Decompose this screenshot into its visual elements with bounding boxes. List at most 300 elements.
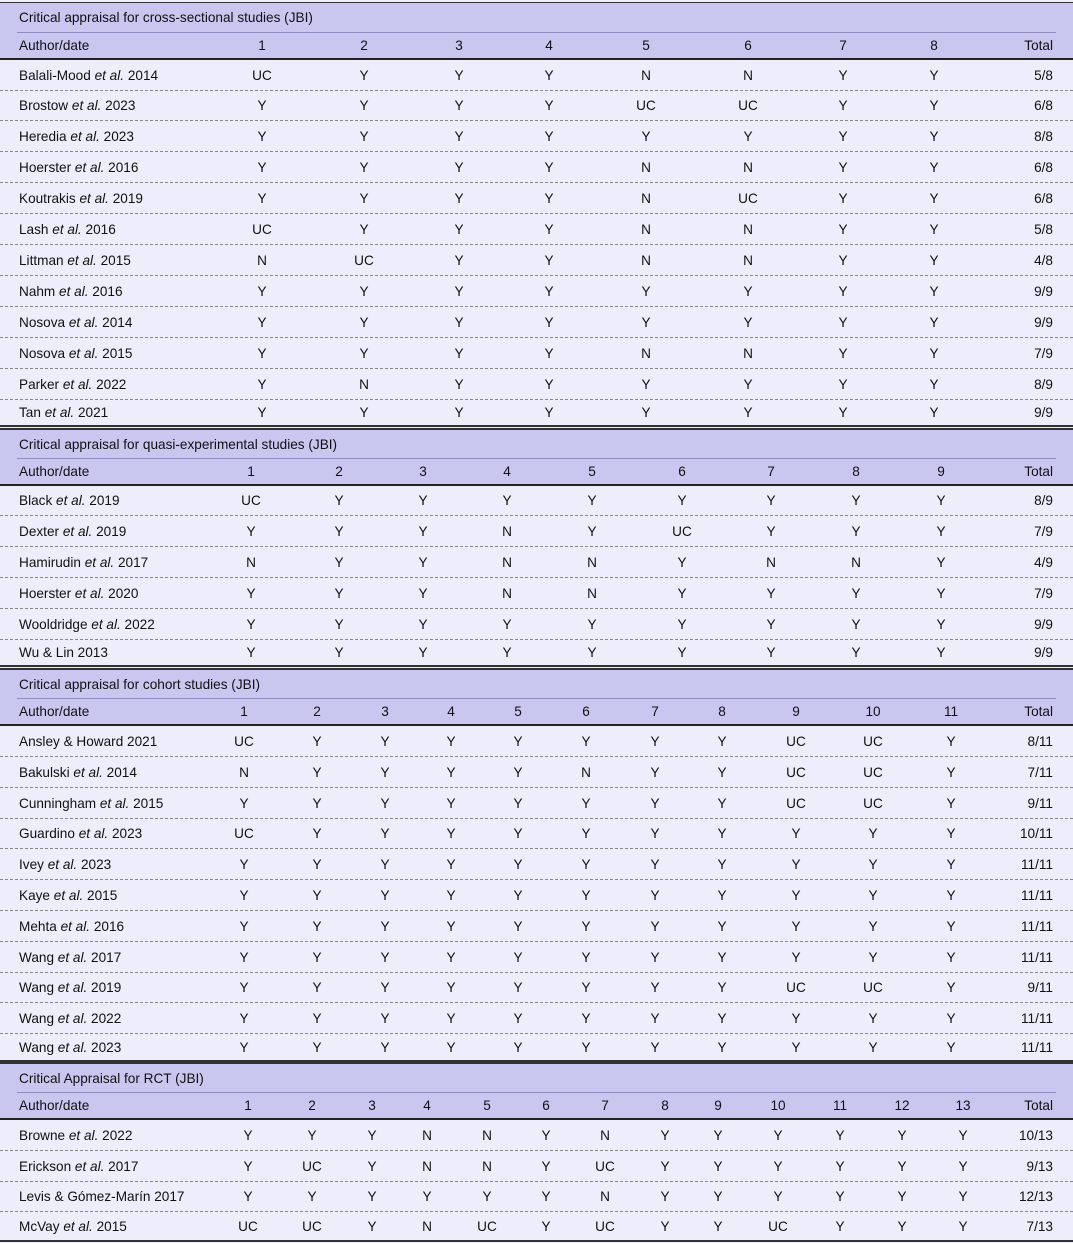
rating-cell: Y	[359, 98, 369, 113]
author-name: Heredia	[19, 128, 71, 144]
rating-cell: UC	[595, 1218, 615, 1234]
et-al: et al.	[68, 345, 99, 361]
appraisal-section	[0, 1062, 1073, 1242]
rating-cell: Y	[936, 645, 946, 660]
rating-cell: Y	[502, 645, 512, 660]
et-al: et al.	[60, 918, 91, 934]
rating-cell: Y	[650, 980, 660, 995]
rating-cell: Y	[312, 764, 322, 780]
author-name: Browne	[19, 1127, 69, 1143]
total-cell: 6/8	[1034, 159, 1053, 175]
rating-cell: Y	[513, 733, 523, 749]
rating-cell: N	[239, 764, 249, 780]
rating-cell: Y	[454, 221, 464, 237]
rating-cell: Y	[367, 1127, 377, 1143]
author-cell	[19, 788, 163, 818]
author-cell	[19, 849, 111, 879]
rating-cell: N	[641, 221, 651, 237]
table-row	[0, 640, 1073, 667]
rating-cell: Y	[544, 190, 554, 206]
rating-cell: Y	[868, 887, 878, 903]
header-criterion: 2	[335, 463, 343, 479]
rating-cell: Y	[380, 764, 390, 780]
rating-cell: Y	[946, 918, 956, 934]
rating-cell: Y	[650, 856, 660, 872]
total-cell: 6/8	[1034, 190, 1053, 206]
rating-cell: Y	[446, 887, 456, 903]
table-row	[0, 1182, 1073, 1212]
rating-cell: Y	[544, 345, 554, 361]
author-name: Koutrakis	[19, 190, 80, 206]
rating-cell: Y	[660, 1127, 670, 1143]
rating-cell: Y	[541, 1218, 551, 1234]
et-al: et al.	[47, 856, 78, 872]
rating-cell: Y	[743, 314, 753, 330]
author-cell	[19, 942, 121, 972]
rating-cell: Y	[743, 283, 753, 299]
header-criterion: 11	[943, 703, 959, 719]
rating-cell: UC	[302, 1158, 322, 1174]
rating-cell: Y	[334, 645, 344, 660]
et-al: et al.	[71, 98, 102, 113]
total-cell: 6/8	[1034, 98, 1053, 113]
rating-cell: Y	[897, 1127, 907, 1143]
author-cell	[19, 609, 155, 639]
rating-cell: Y	[717, 918, 727, 934]
rating-cell: Y	[641, 283, 651, 299]
rating-cell: Y	[897, 1218, 907, 1234]
author-name: Cunningham	[19, 795, 100, 811]
rating-cell: Y	[838, 314, 848, 330]
year: 2014	[124, 67, 159, 83]
et-al: et al.	[70, 128, 100, 144]
rating-cell: Y	[257, 405, 267, 420]
rating-cell: Y	[791, 826, 801, 841]
total-cell: 11/11	[1021, 887, 1053, 903]
rating-cell: Y	[936, 616, 946, 632]
rating-cell: Y	[929, 67, 939, 83]
header-criterion: 6	[542, 1097, 550, 1113]
rating-cell: Y	[929, 405, 939, 420]
rating-cell: Y	[544, 221, 554, 237]
year: 2022	[87, 1010, 122, 1026]
rating-cell: UC	[672, 523, 692, 539]
rating-cell: N	[641, 252, 651, 268]
total-cell: 8/9	[1034, 376, 1053, 392]
year: 2023	[108, 826, 143, 841]
rating-cell: Y	[838, 98, 848, 113]
rating-cell: Y	[418, 585, 428, 601]
rating-cell: Y	[958, 1127, 968, 1143]
rating-cell: Y	[835, 1158, 845, 1174]
rating-cell: Y	[544, 252, 554, 268]
rating-cell: Y	[334, 616, 344, 632]
year: 2022	[120, 616, 155, 632]
total-cell: 7/9	[1034, 585, 1053, 601]
rating-cell: Y	[868, 1010, 878, 1026]
rating-cell: Y	[312, 733, 322, 749]
author-name: Hamirudin	[19, 554, 85, 570]
rating-cell: Y	[838, 190, 848, 206]
year: 2023	[101, 98, 136, 113]
rating-cell: Y	[380, 1039, 390, 1055]
header-criterion: 7	[839, 37, 847, 53]
table-row	[0, 547, 1073, 578]
rating-cell: Y	[380, 795, 390, 811]
year: 2016	[81, 221, 116, 237]
header-criterion: 8	[718, 703, 726, 719]
table-row	[0, 307, 1073, 338]
table-row	[0, 400, 1073, 427]
rating-cell: Y	[544, 159, 554, 175]
rating-cell: Y	[835, 1189, 845, 1204]
rating-cell: Y	[717, 826, 727, 841]
rating-cell: Y	[677, 554, 687, 570]
rating-cell: UC	[302, 1218, 322, 1234]
rating-cell: Y	[929, 376, 939, 392]
rating-cell: Y	[513, 1039, 523, 1055]
rating-cell: UC	[241, 493, 261, 508]
rating-cell: UC	[738, 190, 758, 206]
rating-cell: N	[587, 554, 597, 570]
rating-cell: Y	[946, 1010, 956, 1026]
rating-cell: Y	[929, 345, 939, 361]
author-cell	[19, 1003, 121, 1033]
rating-cell: Y	[581, 1010, 591, 1026]
et-al: et al.	[52, 221, 82, 237]
table-row	[0, 880, 1073, 911]
header-total: Total	[1024, 463, 1053, 479]
rating-cell: UC	[477, 1218, 497, 1234]
rating-cell: Y	[312, 918, 322, 934]
rating-cell: N	[743, 159, 753, 175]
header-total: Total	[1024, 703, 1053, 719]
year: 2016	[88, 283, 123, 299]
header-criterion: 1	[244, 1097, 252, 1113]
rating-cell: Y	[838, 405, 848, 420]
author-cell	[19, 726, 157, 756]
rating-cell: Y	[418, 645, 428, 660]
rating-cell: Y	[717, 764, 727, 780]
header-criterion: 9	[937, 463, 945, 479]
rating-cell: Y	[650, 918, 660, 934]
year: 2023	[77, 856, 112, 872]
header-author: Author/date	[19, 703, 90, 719]
header-criterion: 8	[661, 1097, 669, 1113]
header-criterion: 7	[651, 703, 659, 719]
rating-cell: Y	[454, 128, 464, 144]
rating-cell: N	[743, 252, 753, 268]
rating-cell: Y	[239, 1010, 249, 1026]
rating-cell: Y	[851, 616, 861, 632]
author-name: Levis & Gómez-Marín 2017	[19, 1189, 185, 1204]
author-cell	[19, 307, 132, 337]
rating-cell: UC	[768, 1218, 788, 1234]
total-cell: 7/13	[1026, 1218, 1053, 1234]
rating-cell: Y	[650, 764, 660, 780]
header-criterion: 13	[955, 1097, 971, 1113]
total-cell: 5/8	[1034, 221, 1053, 237]
table-row	[0, 788, 1073, 819]
author-name: Brostow	[19, 98, 72, 113]
rating-cell: Y	[380, 733, 390, 749]
rating-cell: Y	[239, 795, 249, 811]
rating-cell: Y	[359, 190, 369, 206]
year: 2023	[99, 128, 134, 144]
rating-cell: UC	[354, 252, 374, 268]
rating-cell: Y	[513, 887, 523, 903]
rating-cell: UC	[636, 98, 656, 113]
header-criterion: 2	[360, 37, 368, 53]
et-al: et al.	[74, 585, 105, 601]
table-row	[0, 1003, 1073, 1034]
total-cell: 12/13	[1018, 1189, 1053, 1204]
year: 2019	[92, 523, 127, 539]
year: 2015	[83, 887, 118, 903]
rating-cell: Y	[446, 764, 456, 780]
rating-cell: Y	[243, 1158, 253, 1174]
rating-cell: Y	[581, 856, 591, 872]
rating-cell: UC	[234, 733, 254, 749]
rating-cell: Y	[334, 585, 344, 601]
rating-cell: N	[641, 190, 651, 206]
rating-cell: Y	[713, 1218, 723, 1234]
rating-cell: N	[482, 1158, 492, 1174]
rating-cell: Y	[587, 616, 597, 632]
section-title: Critical appraisal for cross-sectional studies (JBI)	[0, 2, 1073, 32]
rating-cell: Y	[454, 376, 464, 392]
rating-cell: N	[587, 585, 597, 601]
rating-cell: Y	[650, 733, 660, 749]
rating-cell: Y	[581, 733, 591, 749]
rating-cell: Y	[307, 1189, 317, 1204]
total-cell: 7/9	[1034, 345, 1053, 361]
rating-cell: Y	[946, 1039, 956, 1055]
table-row	[0, 849, 1073, 880]
author-cell	[19, 338, 132, 368]
rating-cell: UC	[252, 67, 272, 83]
total-cell: 11/11	[1021, 918, 1053, 934]
rating-cell: Y	[835, 1218, 845, 1234]
rating-cell: Y	[359, 221, 369, 237]
year: 2014	[102, 764, 137, 780]
rating-cell: Y	[454, 98, 464, 113]
author-cell	[19, 1034, 121, 1060]
rating-cell: Y	[513, 949, 523, 965]
author-name: Mehta	[19, 918, 61, 934]
rating-cell: Y	[239, 856, 249, 872]
rating-cell: Y	[838, 159, 848, 175]
header-criterion: 8	[930, 37, 938, 53]
et-al: et al.	[78, 826, 109, 841]
rating-cell: UC	[863, 764, 883, 780]
author-cell	[19, 1182, 184, 1211]
header-row	[0, 458, 1073, 486]
year: 2023	[87, 1039, 122, 1055]
rating-cell: Y	[380, 887, 390, 903]
rating-cell: Y	[246, 523, 256, 539]
rating-cell: Y	[838, 67, 848, 83]
rating-cell: Y	[946, 733, 956, 749]
author-cell	[19, 516, 126, 546]
header-criterion: 7	[767, 463, 775, 479]
year: 2020	[104, 585, 139, 601]
rating-cell: Y	[743, 405, 753, 420]
rating-cell: Y	[946, 856, 956, 872]
rating-cell: Y	[766, 493, 776, 508]
rating-cell: UC	[786, 980, 806, 995]
rating-cell: Y	[717, 1010, 727, 1026]
rating-cell: Y	[246, 585, 256, 601]
rating-cell: Y	[257, 190, 267, 206]
rating-cell: Y	[717, 733, 727, 749]
et-al: et al.	[68, 1127, 99, 1143]
author-cell	[19, 400, 108, 425]
rating-cell: N	[502, 585, 512, 601]
rating-cell: Y	[446, 1039, 456, 1055]
year: 2022	[98, 1127, 133, 1143]
total-cell: 9/9	[1034, 283, 1053, 299]
rating-cell: Y	[513, 918, 523, 934]
rating-cell: Y	[717, 887, 727, 903]
rating-cell: UC	[863, 980, 883, 995]
rating-cell: Y	[541, 1127, 551, 1143]
rating-cell: Y	[743, 128, 753, 144]
header-criterion: 4	[503, 463, 511, 479]
header-criterion: 5	[642, 37, 650, 53]
author-cell	[19, 152, 138, 182]
rating-cell: Y	[418, 493, 428, 508]
total-cell: 11/11	[1021, 1039, 1053, 1055]
rating-cell: UC	[786, 733, 806, 749]
rating-cell: Y	[446, 949, 456, 965]
rating-cell: Y	[641, 128, 651, 144]
author-name: McVay	[19, 1218, 64, 1234]
rating-cell: UC	[238, 1218, 258, 1234]
year: 2017	[87, 949, 122, 965]
table-row	[0, 183, 1073, 214]
rating-cell: Y	[838, 221, 848, 237]
rating-cell: Y	[946, 764, 956, 780]
total-cell: 4/9	[1034, 554, 1053, 570]
rating-cell: Y	[791, 887, 801, 903]
rating-cell: Y	[587, 523, 597, 539]
author-name: Tan	[19, 405, 45, 420]
header-row	[0, 1092, 1073, 1120]
table-row	[0, 486, 1073, 516]
rating-cell: Y	[581, 826, 591, 841]
rating-cell: Y	[581, 1039, 591, 1055]
et-al: et al.	[67, 252, 97, 268]
rating-cell: Y	[541, 1189, 551, 1204]
author-name: Black	[19, 493, 57, 508]
header-author: Author/date	[19, 463, 90, 479]
total-cell: 5/8	[1034, 67, 1053, 83]
rating-cell: Y	[838, 376, 848, 392]
rating-cell: Y	[359, 67, 369, 83]
rating-cell: N	[257, 252, 267, 268]
rating-cell: Y	[502, 616, 512, 632]
rating-cell: N	[641, 345, 651, 361]
section-title: Critical appraisal for quasi-experimental studies (JBI)	[0, 428, 1073, 458]
rating-cell: Y	[541, 1158, 551, 1174]
header-criterion: 5	[514, 703, 522, 719]
rating-cell: Y	[660, 1158, 670, 1174]
total-cell: 9/13	[1026, 1158, 1053, 1174]
rating-cell: Y	[958, 1189, 968, 1204]
rating-cell: Y	[454, 314, 464, 330]
rating-cell: Y	[544, 376, 554, 392]
rating-cell: Y	[312, 980, 322, 995]
rating-cell: Y	[835, 1127, 845, 1143]
rating-cell: N	[743, 67, 753, 83]
total-cell: 9/11	[1027, 980, 1053, 995]
rating-cell: Y	[239, 887, 249, 903]
header-criterion: 9	[714, 1097, 722, 1113]
rating-cell: Y	[359, 283, 369, 299]
table-row	[0, 1212, 1073, 1242]
rating-cell: Y	[766, 645, 776, 660]
et-al: et al.	[62, 523, 93, 539]
rating-cell: Y	[454, 252, 464, 268]
header-criterion: 4	[423, 1097, 431, 1113]
rating-cell: Y	[946, 980, 956, 995]
table-row	[0, 245, 1073, 276]
rating-cell: Y	[513, 826, 523, 841]
header-criterion: 1	[240, 703, 248, 719]
rating-cell: Y	[544, 98, 554, 113]
author-name: Erickson	[19, 1158, 75, 1174]
author-name: Hoerster	[19, 159, 75, 175]
total-cell: 11/11	[1021, 949, 1053, 965]
rating-cell: Y	[334, 523, 344, 539]
header-criterion: 10	[770, 1097, 786, 1113]
rating-cell: Y	[312, 795, 322, 811]
author-cell	[19, 369, 126, 399]
et-al: et al.	[84, 554, 115, 570]
rating-cell: Y	[359, 314, 369, 330]
rating-cell: Y	[929, 98, 939, 113]
header-criterion: 8	[852, 463, 860, 479]
rating-cell: Y	[312, 826, 322, 841]
header-total: Total	[1024, 37, 1053, 53]
table-row	[0, 726, 1073, 757]
rating-cell: Y	[838, 283, 848, 299]
year: 2016	[104, 159, 139, 175]
rating-cell: Y	[454, 67, 464, 83]
rating-cell: Y	[581, 887, 591, 903]
author-cell	[19, 911, 124, 941]
rating-cell: Y	[581, 795, 591, 811]
rating-cell: Y	[257, 314, 267, 330]
author-name: Wang	[19, 949, 58, 965]
total-cell: 7/11	[1027, 764, 1053, 780]
author-name: Nahm	[19, 283, 60, 299]
header-criterion: 7	[601, 1097, 609, 1113]
rating-cell: N	[851, 554, 861, 570]
rating-cell: Y	[446, 733, 456, 749]
rating-cell: Y	[946, 795, 956, 811]
rating-cell: Y	[773, 1189, 783, 1204]
total-cell: 10/11	[1019, 826, 1053, 841]
et-al: et al.	[57, 980, 88, 995]
year: 2014	[98, 314, 133, 330]
et-al: et al.	[99, 795, 130, 811]
rating-cell: Y	[418, 616, 428, 632]
rating-cell: Y	[743, 376, 753, 392]
rating-cell: Y	[587, 645, 597, 660]
rating-cell: Y	[243, 1189, 253, 1204]
